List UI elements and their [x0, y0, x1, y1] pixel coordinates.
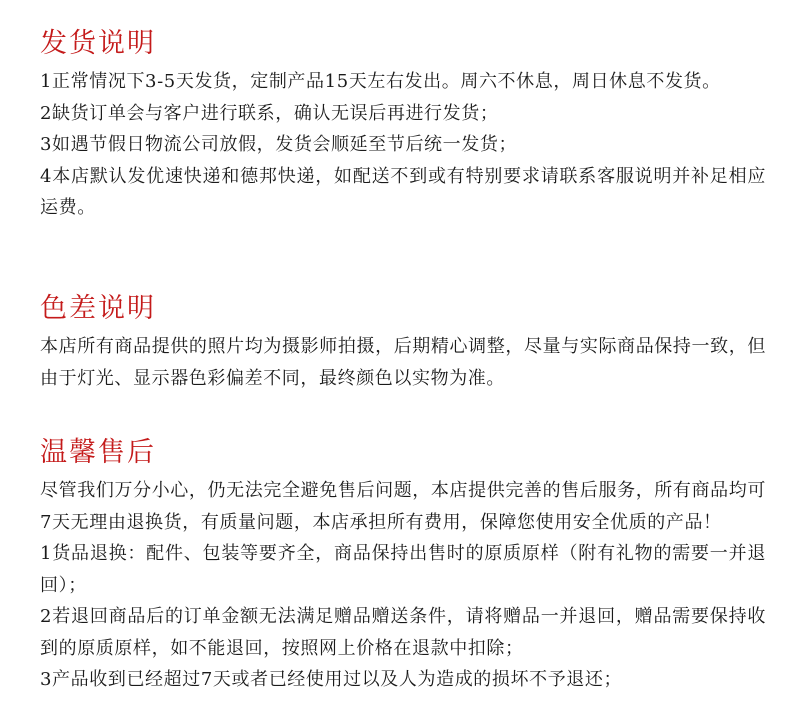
after-sale-intro: 尽管我们万分小心，仍无法完全避免售后问题，本店提供完善的售后服务，所有商品均可7天无理由退换货，有质量问题，本店承担所有费用，保障您使用安全优质的产品！	[40, 480, 766, 533]
shipping-section	[40, 26, 766, 224]
after-sale-item-2: 2若退回商品后的订单金额无法满足赠品赠送条件，请将赠品一并退回，赠品需要保持收到的原质原样，如不能退回，按照网上价格在退款中扣除；	[40, 606, 766, 659]
shipping-item-3: 3如遇节假日物流公司放假，发货会顺延至节后统一发货；	[40, 134, 518, 155]
shipping-item-4: 4本店默认发优速快递和德邦快递，如配送不到或有特别要求请联系客服说明并补足相应运费。	[40, 165, 766, 218]
shipping-title: 发货说明	[40, 28, 156, 59]
shipping-item-2: 2缺货订单会与客户进行联系，确认无误后再进行发货；	[40, 102, 499, 124]
shipping-item-1: 1正常情况下3-5天发货，定制产品15天左右发出。周六不休息，周日休息不发货。	[40, 71, 721, 92]
after-sale-item-3: 3产品收到已经超过7天或者已经使用过以及人为造成的损坏不予退还；	[40, 669, 623, 690]
color-difference-text: 本店所有商品提供的照片均为摄影师拍摄，后期精心调整，尽量与实际商品保持一致，但由于灯光、显示器色彩偏差不同，最终颜色以实物为准。	[40, 336, 766, 389]
after-sale-item-1: 1货品退换：配件、包装等要齐全，商品保持出售时的原质原样（附有礼物的需要一并退回）；	[40, 543, 766, 596]
color-difference-section	[40, 291, 766, 394]
after-sale-title: 温馨售后	[40, 437, 156, 468]
color-difference-title: 色差说明	[40, 293, 156, 324]
after-sale-section	[40, 435, 766, 696]
